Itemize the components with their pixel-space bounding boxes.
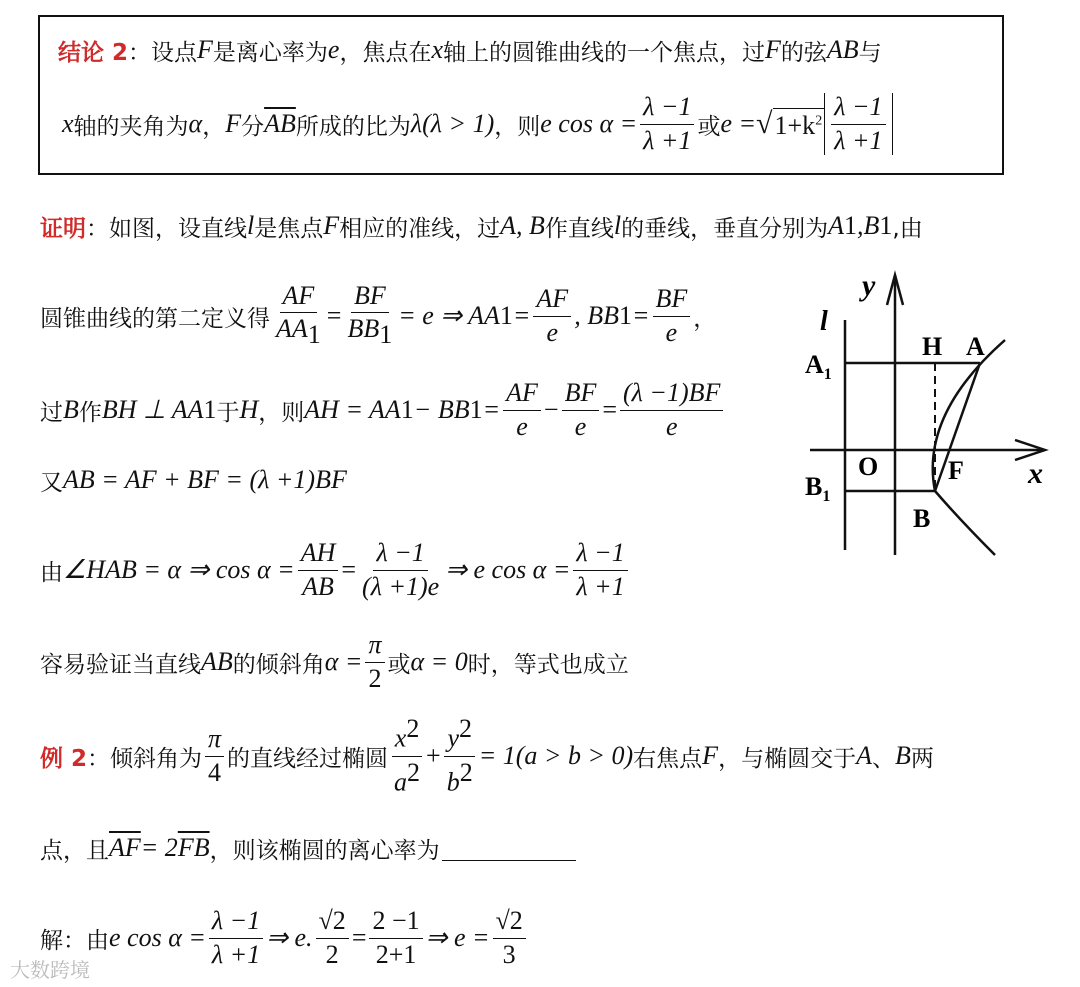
math-B: B: [894, 741, 911, 770]
text: 轴上的圆锥曲线的一个焦点，过: [443, 39, 765, 66]
label-l: l: [820, 306, 828, 337]
numerator: [444, 715, 475, 756]
math-F: F: [323, 211, 340, 240]
label-A: A: [966, 332, 985, 361]
example-line-2: [40, 828, 576, 868]
math-lambda-ratio: λ(λ > 1): [410, 109, 495, 138]
math-perp: BH ⊥ AA: [101, 395, 204, 424]
numerator: BF: [351, 282, 389, 314]
equals: =: [482, 395, 501, 424]
numerator: 2 −1: [369, 907, 422, 939]
label-B1-sub: 1: [822, 488, 831, 505]
fraction: [209, 907, 263, 969]
denominator: 2: [325, 939, 339, 969]
text: ,由: [892, 215, 923, 242]
comma: ,: [857, 211, 864, 240]
numerator: √2: [316, 907, 349, 939]
math-expr: ∠HAB = α ⇒ cos α =: [63, 555, 295, 584]
label-B1: [805, 472, 830, 505]
example-label: 例 2: [40, 745, 88, 772]
text: 两: [910, 745, 934, 772]
answer-blank: [442, 836, 576, 861]
text: 、: [871, 745, 895, 772]
sqrt-text: 1+k: [774, 110, 816, 140]
denominator: e: [665, 411, 678, 441]
text: ：如图，设直线: [86, 215, 247, 242]
var-a: a: [394, 767, 408, 797]
sqrt-sign: √: [756, 107, 773, 140]
label-O: O: [858, 452, 879, 481]
conic-curve: [933, 340, 1005, 555]
denominator: e: [665, 317, 678, 347]
equals: =: [512, 301, 531, 330]
math-F: F: [197, 35, 213, 64]
numerator: AF: [503, 379, 541, 411]
denominator: [344, 313, 395, 350]
text: 或: [697, 113, 721, 140]
text: ，: [693, 305, 717, 332]
equals: =: [631, 301, 650, 330]
denominator: AB: [302, 571, 334, 601]
subscript: 1: [469, 395, 483, 424]
text: 分: [241, 113, 265, 140]
text: 与: [858, 39, 882, 66]
math-alpha: α: [188, 109, 203, 138]
denominator: 4: [208, 757, 222, 787]
math-AB: AB: [201, 647, 233, 676]
fraction: [533, 285, 571, 347]
exponent: 2: [459, 757, 473, 787]
math-x: x: [431, 35, 443, 64]
numerator: BF: [653, 285, 691, 317]
math-F: F: [765, 35, 781, 64]
exponent: 2: [406, 714, 420, 744]
conclusion-label: 结论 2: [58, 39, 129, 66]
math-expr: , BB: [574, 301, 619, 330]
equals: =: [326, 301, 342, 330]
label-A1: [805, 350, 832, 383]
subscript: 1: [203, 395, 217, 424]
denominator: λ +1: [643, 125, 692, 155]
math-A: A: [828, 211, 845, 240]
conic-figure: [790, 265, 1060, 565]
math-l: l: [613, 211, 622, 240]
math-l: l: [247, 211, 255, 240]
denominator: 2+1: [375, 939, 417, 969]
math-x: x: [62, 109, 74, 138]
math-H: H: [239, 395, 259, 424]
proof-line-3: [40, 374, 726, 446]
text: ，与椭圆交于: [718, 745, 857, 772]
fraction: [391, 715, 423, 797]
var-x: x: [394, 723, 407, 753]
conclusion-line-1: [58, 30, 882, 70]
math-F: F: [225, 109, 242, 138]
math-expr: = e ⇒ AA: [398, 301, 500, 330]
numerator: AF: [280, 282, 318, 314]
math-expr: − BB: [413, 395, 470, 424]
text: 点，且: [40, 837, 109, 864]
text: 于: [216, 399, 240, 426]
numerator: [392, 715, 423, 756]
solution-line: [40, 900, 529, 976]
fraction: [369, 907, 422, 969]
text: 容易验证当直线: [40, 651, 201, 678]
text: 是离心率为: [212, 39, 328, 66]
var-b: b: [446, 767, 460, 797]
fraction: [344, 282, 395, 350]
denominator: (λ +1)e: [362, 571, 440, 601]
label-B1-letter: B: [805, 472, 823, 501]
denominator: [273, 313, 324, 350]
minus: −: [543, 395, 559, 424]
math-e-eq: e =: [720, 109, 757, 138]
subscript: 1: [307, 320, 321, 350]
label-y: y: [862, 269, 876, 302]
fraction: [562, 379, 600, 441]
math-expr: AH = AA: [304, 395, 401, 424]
fraction: [653, 285, 691, 347]
math-vector-FB: $\overline{FB}$: [177, 833, 210, 862]
equals: =: [351, 923, 367, 952]
exponent: 2: [458, 714, 472, 744]
math-vector-AB: $\overline{AB}$: [264, 109, 296, 138]
label-A1-letter: A: [805, 350, 824, 379]
label-F: F: [948, 456, 964, 485]
text: ，则: [494, 113, 541, 140]
label-H: H: [922, 332, 943, 361]
example-line-1: [40, 714, 934, 797]
numerator: λ −1: [573, 539, 627, 571]
math-expr: = 1(a > b > 0): [478, 741, 634, 770]
proof-line-1: [40, 208, 923, 244]
denominator: λ +1: [211, 939, 261, 969]
subscript: 1: [844, 211, 858, 240]
fraction: [359, 539, 442, 601]
subscript: 1: [379, 320, 393, 350]
denominator: 3: [502, 939, 516, 969]
math-expr: ⇒ e cos α =: [445, 555, 571, 584]
numerator: π: [205, 725, 224, 757]
absolute-value: [824, 93, 892, 155]
numerator: √2: [493, 907, 526, 939]
denominator: λ +1: [576, 571, 625, 601]
fraction: [316, 907, 349, 969]
label-B: B: [913, 504, 931, 533]
sqrt-body: [773, 108, 825, 141]
watermark: 大数跨境: [10, 958, 90, 982]
subscript: 1: [618, 301, 632, 330]
text: 过: [40, 399, 63, 426]
text: 所成的比为: [295, 113, 411, 140]
exponent: 2: [815, 112, 823, 128]
text: 相应的准线，过: [339, 215, 501, 242]
numerator: λ −1: [373, 539, 427, 571]
fraction: [640, 93, 694, 155]
text: 的倾斜角: [232, 651, 325, 678]
text: ，则: [258, 399, 305, 426]
text: ：倾斜角为: [87, 745, 203, 772]
math-ecos: e cos α =: [540, 109, 638, 138]
text: 由: [40, 559, 63, 586]
fraction: [573, 539, 627, 601]
math-vector-AF: $\overline{AF}$: [109, 833, 141, 862]
math-alpha-eq: α =: [324, 647, 363, 676]
fraction: [273, 282, 324, 350]
fraction: [620, 379, 723, 441]
math-expr: = 2: [140, 833, 178, 862]
math-AB: AB: [826, 35, 859, 64]
denominator: λ +1: [834, 125, 883, 155]
numerator: λ −1: [209, 907, 263, 939]
math-B: B: [863, 211, 880, 240]
text: 圆锥曲线的第二定义得: [40, 305, 270, 332]
fraction: [503, 379, 541, 441]
denominator: e: [546, 317, 559, 347]
numerator: λ −1: [640, 93, 694, 125]
text: ，则该椭圆的离心率为: [209, 837, 440, 864]
subscript: 1: [499, 301, 513, 330]
denominator: [391, 757, 423, 797]
exponent: 2: [407, 757, 421, 787]
numerator: λ −1: [831, 93, 885, 125]
math-A: A: [856, 741, 872, 770]
numerator: AF: [533, 285, 571, 317]
proof-label: 证明: [40, 215, 86, 242]
text: 右焦点: [633, 745, 703, 772]
numerator: (λ −1)BF: [620, 379, 723, 411]
numerator: BF: [562, 379, 600, 411]
fraction: [831, 93, 885, 155]
fraction: [493, 907, 526, 969]
text: 作: [78, 399, 102, 426]
text: ：设点: [128, 39, 198, 66]
label-A1-sub: 1: [823, 366, 832, 383]
text: 的直线经过椭圆: [227, 745, 389, 772]
den-text: AA: [276, 314, 308, 344]
denominator: e: [516, 411, 528, 441]
math-alpha-zero: α = 0: [410, 647, 468, 676]
conclusion-line-2: [62, 88, 893, 160]
denominator: [444, 757, 476, 797]
label-x: x: [1028, 457, 1043, 490]
text: 或: [387, 651, 411, 678]
fraction: [444, 715, 476, 797]
plus: +: [426, 741, 441, 770]
den-text: BB: [347, 314, 380, 344]
text: ，焦点在: [339, 39, 432, 66]
var-y: y: [447, 723, 459, 753]
text: ，: [202, 113, 226, 140]
math-e: e: [327, 35, 340, 64]
denominator: e: [574, 411, 587, 441]
proof-line-2: [40, 280, 716, 352]
text: 又: [40, 469, 63, 496]
math-expr: e cos α =: [109, 923, 206, 952]
text: 轴的夹角为: [73, 113, 189, 140]
text: 作直线: [544, 215, 614, 242]
math-A-B: A, B: [500, 211, 545, 240]
math-F: F: [702, 741, 719, 770]
text: 的弦: [780, 39, 827, 66]
proof-line-4: [40, 462, 347, 498]
math-expr: ⇒ e =: [425, 923, 490, 952]
text: 是焦点: [254, 215, 324, 242]
numerator: AH: [298, 539, 339, 571]
text: 解：由: [40, 927, 109, 954]
math-B: B: [63, 395, 79, 424]
numerator: π: [365, 631, 384, 663]
denominator: 2: [368, 663, 382, 693]
equals: =: [341, 555, 357, 584]
fraction: [205, 725, 224, 787]
math-expr: ⇒ e.: [266, 923, 313, 952]
math-expr: AB = AF + BF = (λ +1)BF: [63, 465, 347, 494]
subscript: 1: [879, 211, 893, 240]
equals: =: [602, 395, 618, 424]
proof-line-6: [40, 626, 629, 698]
text: 时，等式也成立: [467, 651, 629, 678]
fraction: [365, 631, 384, 693]
proof-line-5: [40, 534, 631, 606]
fraction: [298, 539, 339, 601]
text: 的垂线，垂直分别为: [621, 215, 829, 242]
subscript: 1: [400, 395, 414, 424]
